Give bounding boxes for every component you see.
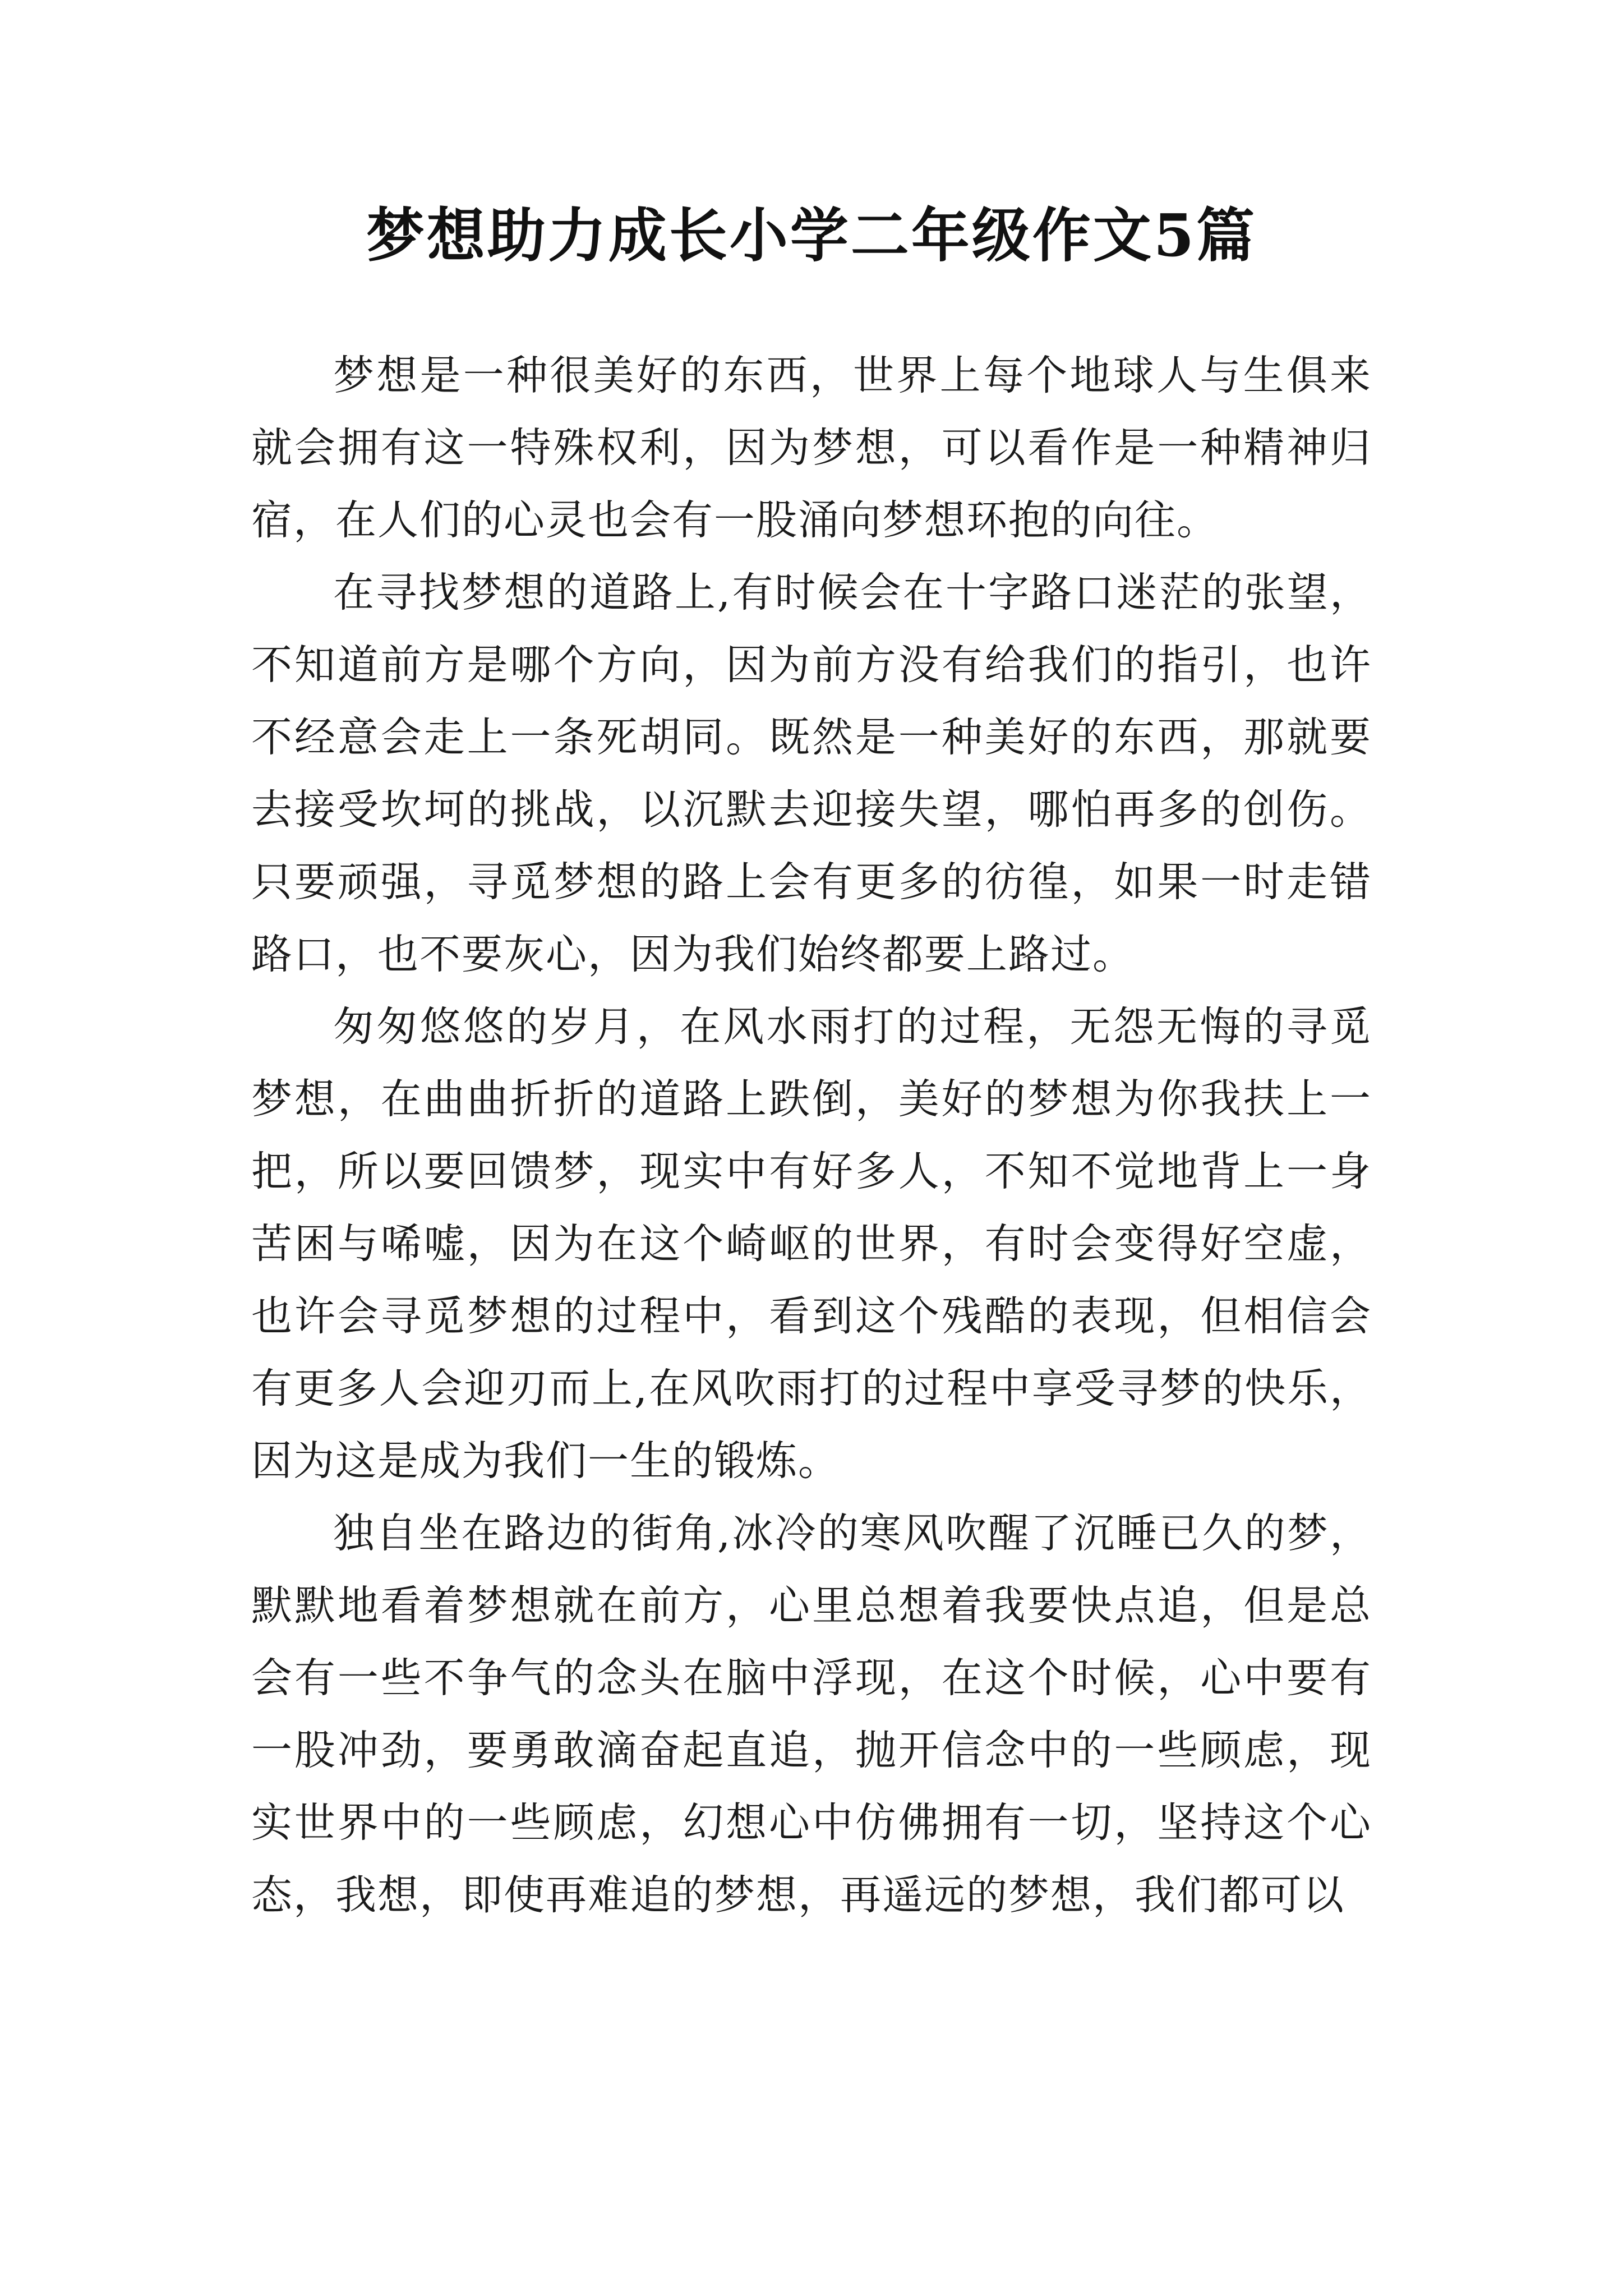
document-body xyxy=(251,339,1372,1931)
paragraph-3: 匆匆悠悠的岁月，在风水雨打的过程，无怨无悔的寻觅梦想，在曲曲折折的道路上跌倒，美好的梦想为你我扶上一把，所以要回馈梦，现实中有好多人，不知不觉地背上一身苦困与唏嘘，因为在这个崎岖的世界，有时会变得好空虚，也许会寻觅梦想的过程中，看到这个残酷的表现，但相信会有更多人会迎刃而上,在风吹雨打的过程中享受寻梦的快乐，因为这是成为我们一生的锻炼。 xyxy=(251,1003,1372,1485)
paragraph-1: 梦想是一种很美好的东西，世界上每个地球人与生俱来就会拥有这一特殊权利，因为梦想，可以看作是一种精神归宿，在人们的心灵也会有一股涌向梦想环抱的向往。 xyxy=(251,352,1372,544)
paragraph-2: 在寻找梦想的道路上,有时候会在十字路口迷茫的张望，不知道前方是哪个方向，因为前方没有给我们的指引，也许不经意会走上一条死胡同。既然是一种美好的东西，那就要去接受坎坷的挑战，以沉默去迎接失望，哪怕再多的创伤。只要顽强，寻觅梦想的路上会有更多的彷徨，如果一时走错路口，也不要灰心，因为我们始终都要上路过。 xyxy=(251,569,1372,978)
paragraph-4: 独自坐在路边的街角,冰冷的寒风吹醒了沉睡已久的梦，默默地看着梦想就在前方，心里总想着我要快点追，但是总会有一些不争气的念头在脑中浮现，在这个时候，心中要有一股冲劲，要勇敢滴奋起直追，抛开信念中的一些顾虑，现实世界中的一些顾虑，幻想心中仿佛拥有一切，坚持这个心态，我想，即使再难追的梦想，再遥远的梦想，我们都可以 xyxy=(251,1510,1372,1919)
document-title: 梦想助力成长小学二年级作文5篇 xyxy=(366,201,1257,270)
